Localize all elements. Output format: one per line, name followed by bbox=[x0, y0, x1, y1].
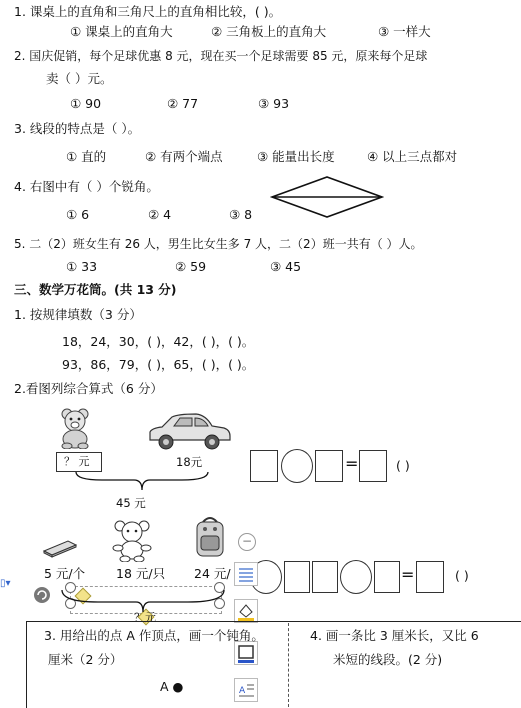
bottom-q3-line2: 厘米（2 分） bbox=[48, 652, 123, 667]
answer-box-5[interactable] bbox=[312, 561, 338, 593]
answer-box-2[interactable] bbox=[315, 450, 343, 482]
q5-option-3: ③ 45 bbox=[270, 259, 302, 274]
layout-options-icon[interactable] bbox=[234, 562, 258, 586]
total-question-label: ？元 bbox=[134, 611, 156, 624]
q3-stem: 3. 线段的特点是（ ）。 bbox=[14, 121, 141, 136]
operator-circle-3[interactable] bbox=[340, 560, 372, 594]
bag-price-label: 24 元/ bbox=[194, 566, 231, 581]
brace-total-1 bbox=[72, 470, 212, 492]
answer-box-4[interactable] bbox=[284, 561, 310, 593]
q5-option-2: ② 59 bbox=[175, 259, 207, 274]
s1-sequence-row2: 93，86，79，( )，65，( )，( )。 bbox=[62, 357, 255, 372]
q4-option-2: ② 4 bbox=[148, 207, 172, 222]
answer-paren-1: ( ) bbox=[396, 458, 410, 473]
equals-sign-1: = bbox=[345, 454, 359, 473]
s2-title: 2.看图列综合算式（6 分） bbox=[14, 381, 163, 396]
bottom-q4-line2: 米短的线段。(2 分) bbox=[333, 652, 443, 667]
table-divider bbox=[288, 623, 289, 707]
q3-option-3: ③ 能量出长度 bbox=[257, 149, 335, 164]
teddy-bear-icon bbox=[58, 407, 92, 449]
answer-box-6[interactable] bbox=[374, 561, 400, 593]
collapse-toolbar-button[interactable]: − bbox=[238, 533, 256, 551]
equals-sign-2: = bbox=[401, 565, 415, 584]
bottom-q4-line1: 4. 画一条比 3 厘米长，又比 6 bbox=[310, 628, 479, 643]
backpack-icon bbox=[193, 514, 227, 558]
q3-option-1: ① 直的 bbox=[66, 149, 107, 164]
q2-stem-line2: 卖（ ）元。 bbox=[46, 71, 113, 86]
answer-paren-2: ( ) bbox=[455, 568, 469, 583]
q1-option-2: ② 三角板上的直角大 bbox=[211, 24, 327, 39]
q5-option-1: ① 33 bbox=[66, 259, 98, 274]
answer-box-7[interactable] bbox=[416, 561, 444, 593]
total-price-label: 45 元 bbox=[116, 496, 146, 510]
eraser-price-label: 5 元/个 bbox=[44, 566, 86, 581]
q5-stem: 5. 二（2）班女生有 26 人，男生比女生多 7 人，二（2）班一共有（ ）人。 bbox=[14, 237, 423, 251]
rotate-handle-icon[interactable] bbox=[33, 586, 51, 604]
q2-stem-line1: 2. 国庆促销，每个足球优惠 8 元，现在买一个足球需要 85 元，原来每个足球 bbox=[14, 49, 428, 63]
q4-stem: 4. 右图中有（ ）个锐角。 bbox=[14, 179, 159, 194]
answer-box-1[interactable] bbox=[250, 450, 278, 482]
answer-box-3[interactable] bbox=[359, 450, 387, 482]
shape-fill-icon[interactable] bbox=[234, 599, 258, 623]
doll-icon bbox=[112, 518, 152, 562]
bear-price-label: ？ 元 bbox=[64, 455, 90, 468]
q2-option-1: ① 90 bbox=[70, 96, 102, 111]
car-icon bbox=[144, 412, 232, 452]
paste-options-icon[interactable]: ▯▾ bbox=[0, 578, 11, 589]
svg-text:A: A bbox=[239, 686, 246, 696]
eraser-icon bbox=[42, 537, 78, 559]
q1-option-3: ③ 一样大 bbox=[378, 24, 431, 39]
bottom-q3-line1: 3. 用给出的点 A 作顶点，画一个钝角。 bbox=[44, 628, 264, 643]
rhombus-figure bbox=[270, 175, 384, 219]
q1-option-1: ① 课桌上的直角大 bbox=[70, 24, 173, 39]
q3-option-2: ② 有两个端点 bbox=[145, 149, 223, 164]
q4-option-3: ③ 8 bbox=[229, 207, 253, 222]
q4-option-1: ① 6 bbox=[66, 207, 90, 222]
q2-option-2: ② 77 bbox=[167, 96, 199, 111]
s1-sequence-row1: 18，24，30，( )，42，( )，( )。 bbox=[62, 334, 255, 349]
operator-circle-1[interactable] bbox=[281, 449, 313, 483]
s1-title: 1. 按规律填数（3 分） bbox=[14, 307, 142, 322]
car-price-label: 18元 bbox=[176, 455, 203, 469]
point-a-label: A ● bbox=[160, 679, 184, 694]
q2-option-3: ③ 93 bbox=[258, 96, 290, 111]
section3-title: 三、数学万花筒。(共 13 分) bbox=[14, 282, 177, 297]
q3-option-4: ④ 以上三点都对 bbox=[367, 149, 458, 164]
q1-stem: 1. 课桌上的直角和三角尺上的直角相比较，( )。 bbox=[14, 4, 282, 19]
doll-price-label: 18 元/只 bbox=[116, 566, 166, 581]
